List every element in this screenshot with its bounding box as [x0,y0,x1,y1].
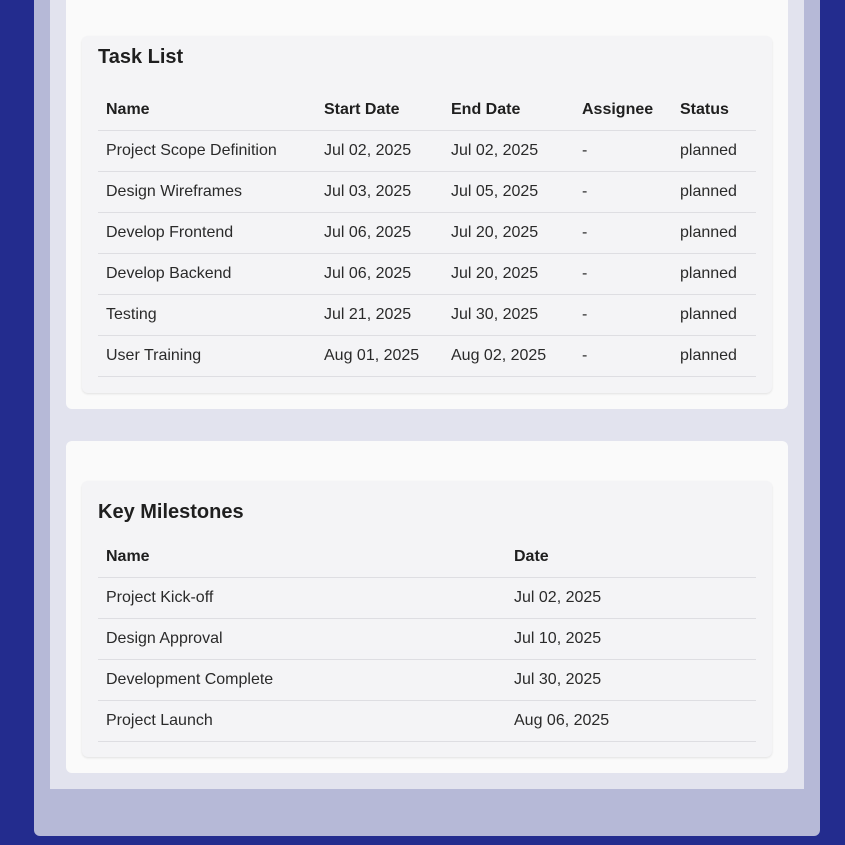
task-start-date: Jul 21, 2025 [316,295,443,336]
milestone-name: Project Launch [98,701,506,742]
column-header-name: Name [98,536,506,578]
task-list-panel [82,36,772,393]
task-start-date: Jul 02, 2025 [316,131,443,172]
task-end-date: Jul 30, 2025 [443,295,574,336]
task-assignee: - [574,213,672,254]
milestones-table-header [98,536,756,578]
milestones-panel [82,481,772,757]
table-row [98,660,756,701]
task-name: Design Wireframes [98,172,316,213]
milestone-name: Design Approval [98,619,506,660]
task-status: planned [672,172,756,213]
task-end-date: Jul 05, 2025 [443,172,574,213]
table-row [98,254,756,295]
task-name: User Training [98,336,316,377]
task-name: Testing [98,295,316,336]
task-status: planned [672,131,756,172]
task-assignee: - [574,172,672,213]
milestone-name: Development Complete [98,660,506,701]
task-start-date: Jul 03, 2025 [316,172,443,213]
task-list-card [66,0,788,409]
column-header-name: Name [98,89,316,131]
table-row [98,619,756,660]
table-row [98,336,756,377]
column-header-start-date: Start Date [316,89,443,131]
task-end-date: Jul 02, 2025 [443,131,574,172]
task-start-date: Jul 06, 2025 [316,213,443,254]
task-name: Project Scope Definition [98,131,316,172]
task-status: planned [672,295,756,336]
task-table [98,89,756,377]
task-table-header [98,89,756,131]
milestone-date: Jul 02, 2025 [506,578,756,619]
column-header-end-date: End Date [443,89,574,131]
task-assignee: - [574,254,672,295]
table-row [98,578,756,619]
table-row [98,295,756,336]
task-assignee: - [574,295,672,336]
milestones-table [98,536,756,742]
task-assignee: - [574,131,672,172]
task-status: planned [672,213,756,254]
column-header-date: Date [506,536,756,578]
task-end-date: Jul 20, 2025 [443,213,574,254]
task-end-date: Jul 20, 2025 [443,254,574,295]
column-header-status: Status [672,89,756,131]
milestone-date: Aug 06, 2025 [506,701,756,742]
task-end-date: Aug 02, 2025 [443,336,574,377]
table-row [98,172,756,213]
task-start-date: Jul 06, 2025 [316,254,443,295]
milestone-name: Project Kick-off [98,578,506,619]
task-status: planned [672,254,756,295]
task-assignee: - [574,336,672,377]
milestone-date: Jul 10, 2025 [506,619,756,660]
task-start-date: Aug 01, 2025 [316,336,443,377]
task-status: planned [672,336,756,377]
column-header-assignee: Assignee [574,89,672,131]
milestones-title: Key Milestones [98,501,244,523]
milestones-card [66,441,788,773]
table-row [98,701,756,742]
table-row [98,213,756,254]
task-name: Develop Frontend [98,213,316,254]
task-name: Develop Backend [98,254,316,295]
task-list-title: Task List [98,46,184,68]
table-row [98,131,756,172]
milestone-date: Jul 30, 2025 [506,660,756,701]
